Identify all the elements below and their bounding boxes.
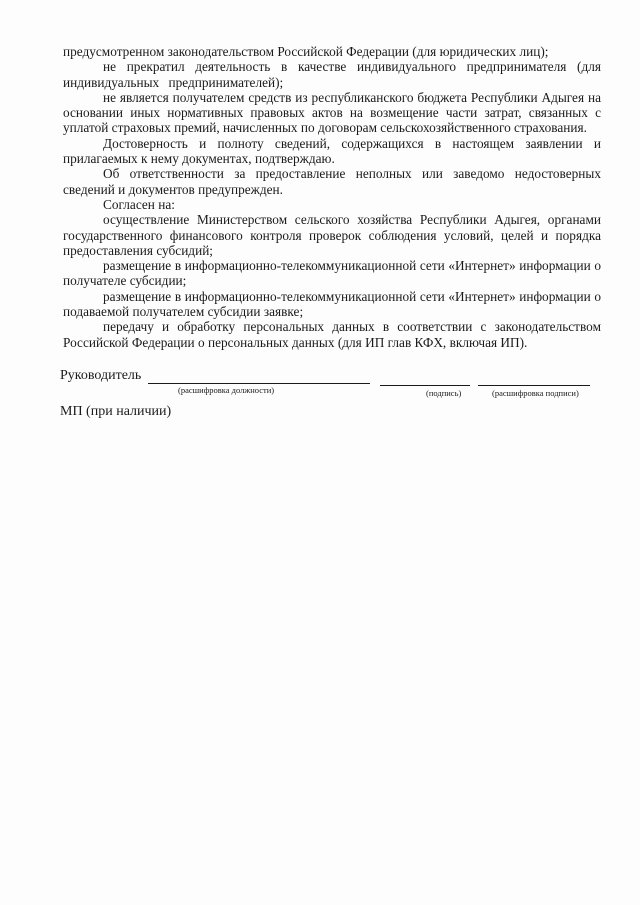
position-line [148,383,370,384]
paragraph-not-recipient: не является получателем средств из республиканского бюджета Республики Адыгея на основании иных нормативных правовых актов на возмещение части затрат, связанных с уплатой страховых премий, начисленных по договорам сельскохозяйственного страхования. [63,89,601,136]
paragraph-consent-heading: Согласен на: [103,196,175,212]
signature-line [380,385,470,386]
signature-decode-caption: (расшифровка подписи) [492,388,579,398]
paragraph-accuracy-confirmation: Достоверность и полноту сведений, содержащихся в настоящем заявлении и прилагаемых к нему документах, подтверждаю. [63,135,601,167]
position-caption: (расшифровка должности) [178,385,275,395]
signature-title: Руководитель [60,368,142,383]
paragraph-not-ceased-activity: не прекратил деятельность в качестве индивидуального предпринимателя (для индивидуальных предпринимателей); [63,59,601,90]
signature-block [60,368,600,408]
paragraph-responsibility: Об ответственности за предоставление неполных или заведомо недостоверных сведений и документов предупрежден. [63,166,601,197]
signature-caption: (подпись) [426,388,462,398]
paragraph-legal-entities: предусмотренном законодательством Российской Федерации (для юридических лиц); [63,44,549,59]
paragraph-consent-personal-data: передачу и обработку персональных данных в соответствии с законодательством Российской Федерации о персональных данных (для ИП глав КФХ, включая ИП). [63,319,601,350]
signature-decode-line [478,385,590,386]
paragraph-consent-application-info: размещение в информационно-телекоммуникационной сети «Интернет» информации о подаваемой получателем субсидии заявке; [63,288,601,320]
stamp-note: МП (при наличии) [60,404,172,419]
paragraph-consent-recipient-info: размещение в информационно-телекоммуникационной сети «Интернет» информации о получателе субсидии; [63,258,601,289]
paragraph-consent-inspections: осуществление Министерством сельского хозяйства Республики Адыгея, органами государственного финансового контроля проверок соблюдения условий, целей и порядка предоставления субсидий; [63,212,601,258]
document-body [63,44,601,350]
